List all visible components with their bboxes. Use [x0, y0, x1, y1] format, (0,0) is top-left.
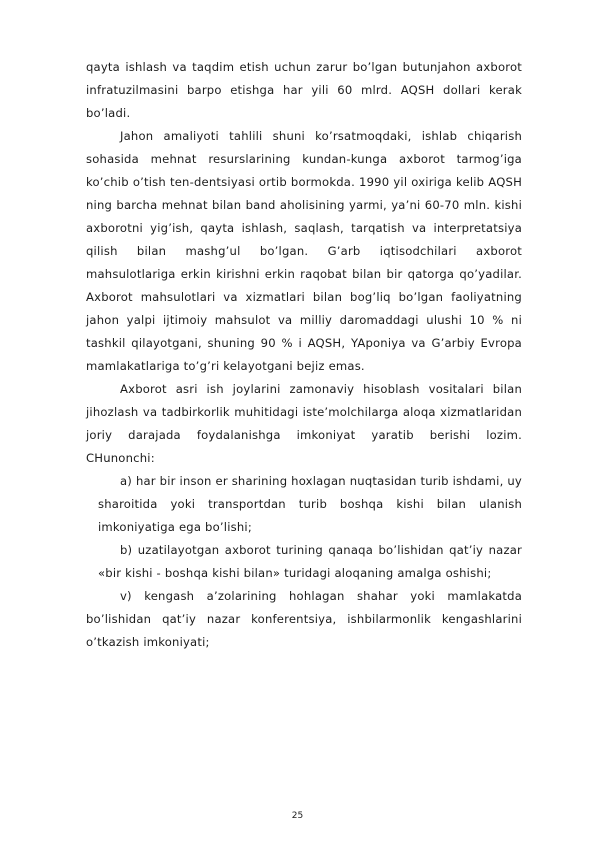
list-item-b: b) uzatilayotgan axborot turining qanaqa bo’lishidan qat’iy nazar «bir kishi - boshqa kishi bilan» turidagi aloqaning amalga oshishi;	[98, 543, 522, 580]
body-text	[86, 56, 522, 654]
paragraph-information-age: Axborot asri ish joylarini zamonaviy hisoblash vositalari bilan jihozlash va tadbirkorlik muhitidagi iste’molchilarga aloqa xizmatlaridan joriy darajada foydalanishga imkoniyat yaratib berishi lozim. CHunonchi:	[86, 382, 522, 465]
paragraph-continuation: qayta ishlash va taqdim etish uchun zarur bo’lgan butunjahon axborot infratuzilmasini barpo etishga har yili 60 mlrd. AQSH dollari kerak bo’ladi.	[86, 60, 522, 120]
list-item-a: a) har bir inson er sharining hoxlagan nuqtasidan turib ishdami, uy sharoitida yoki transportdan turib boshqa kishi bilan ulanish imkoniyatiga ega bo’lishi;	[98, 474, 522, 534]
paragraph-world-practice: Jahon amaliyoti tahlili shuni ko’rsatmoqdaki, ishlab chiqarish sohasida mehnat resurslarining kundan-kunga axborot tarmog’iga ko’chib o’tish ten-dentsiyasi ortib bormokda. 1990 yil oxiriga kelib AQSH ning barcha mehnat bilan band aholisining yarmi, ya’ni 60-70 mln. kishi axborotni yig’ish, qayta ishlash, saqlash, tarqatish va interpretatsiya qilish bilan mashg’ul bo’lgan. G’arb iqtisodchilari axborot mahsulotlariga erkin kirishni erkin raqobat bilan bir qatorga qo’yadilar. Axborot mahsulotlari va xizmatlari bilan bog’liq bo’lgan faoliyatning jahon yalpi ijtimoiy mahsulot va milliy daromaddagi ulushi 10 % ni tashkil qilayotgani, shuning 90 % i AQSH, YAponiya va G’arbiy Evropa mamlakatlariga to’g’ri kelayotgani bejiz emas.	[86, 129, 522, 373]
page-number: 25	[291, 811, 304, 821]
list-item-v: v) kengash a’zolarining hohlagan shahar yoki mamlakatda bo’lishidan qat’iy nazar konferentsiya, ishbilarmonlik kengashlarini o’tkazish imkoniyati;	[86, 589, 522, 649]
